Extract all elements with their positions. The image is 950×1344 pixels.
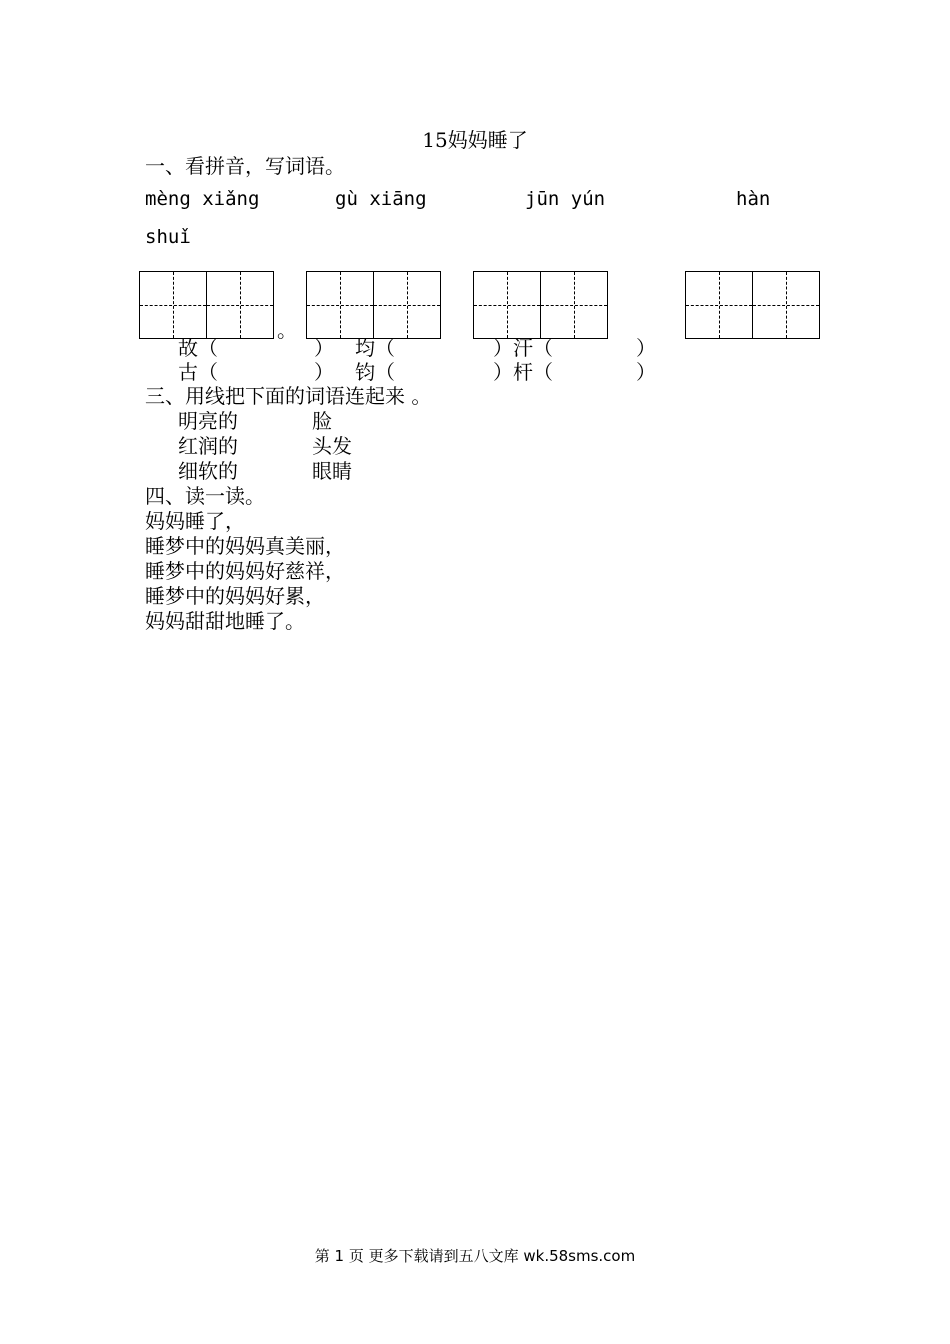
- match-left-2: 红润的: [178, 434, 238, 458]
- section3-heading: 三、用线把下面的词语连起来 。: [145, 384, 432, 408]
- writing-grid-3[interactable]: [473, 271, 608, 339]
- writing-cell[interactable]: [753, 271, 820, 339]
- pinyin-2: gù xiāng: [335, 188, 427, 210]
- word-row-1-d: ）汗（: [493, 336, 553, 360]
- match-right-3: 眼睛: [312, 459, 352, 483]
- pinyin-4: hàn: [736, 188, 771, 210]
- writing-cell[interactable]: [541, 271, 608, 339]
- writing-cell[interactable]: [473, 271, 541, 339]
- word-row-1-a: 故（: [178, 336, 218, 360]
- poem-line-5: 妈妈甜甜地睡了。: [145, 609, 305, 633]
- word-row-2-a: 古（: [178, 360, 218, 384]
- pinyin-3: jūn yún: [525, 188, 606, 210]
- page-title: 15妈妈睡了: [422, 128, 528, 152]
- section1-heading: 一、看拼音，写词语。: [145, 154, 345, 178]
- word-row-2-b: ）: [314, 360, 334, 384]
- poem-line-2: 睡梦中的妈妈真美丽，: [145, 534, 345, 558]
- grid-dot: 。: [277, 318, 297, 342]
- poem-line-4: 睡梦中的妈妈好累，: [145, 584, 325, 608]
- writing-cell[interactable]: [139, 271, 207, 339]
- section4-heading: 四、读一读。: [145, 484, 265, 508]
- word-row-2-e: ）: [636, 360, 656, 384]
- word-row-2-d: ）杆（: [493, 360, 553, 384]
- page-footer: 第 1 页 更多下载请到五八文库 wk.58sms.com: [314, 1247, 636, 1265]
- writing-cell[interactable]: [207, 271, 274, 339]
- pinyin-1: mèng xiǎng: [145, 188, 260, 210]
- writing-cell[interactable]: [374, 271, 441, 339]
- word-row-1-e: ）: [636, 336, 656, 360]
- match-left-1: 明亮的: [178, 409, 238, 433]
- match-right-2: 头发: [312, 434, 352, 458]
- match-right-1: 脸: [312, 409, 332, 433]
- poem-line-1: 妈妈睡了，: [145, 509, 245, 533]
- word-row-1-c: 均（: [355, 336, 395, 360]
- match-left-3: 细软的: [178, 459, 238, 483]
- writing-cell[interactable]: [685, 271, 753, 339]
- writing-cell[interactable]: [306, 271, 374, 339]
- writing-grid-1[interactable]: [139, 271, 274, 339]
- pinyin-5: shuǐ: [145, 226, 191, 248]
- word-row-1-b: ）: [314, 336, 334, 360]
- word-row-2-c: 钧（: [355, 360, 395, 384]
- writing-grid-4[interactable]: [685, 271, 820, 339]
- poem-line-3: 睡梦中的妈妈好慈祥，: [145, 559, 345, 583]
- writing-grid-2[interactable]: [306, 271, 441, 339]
